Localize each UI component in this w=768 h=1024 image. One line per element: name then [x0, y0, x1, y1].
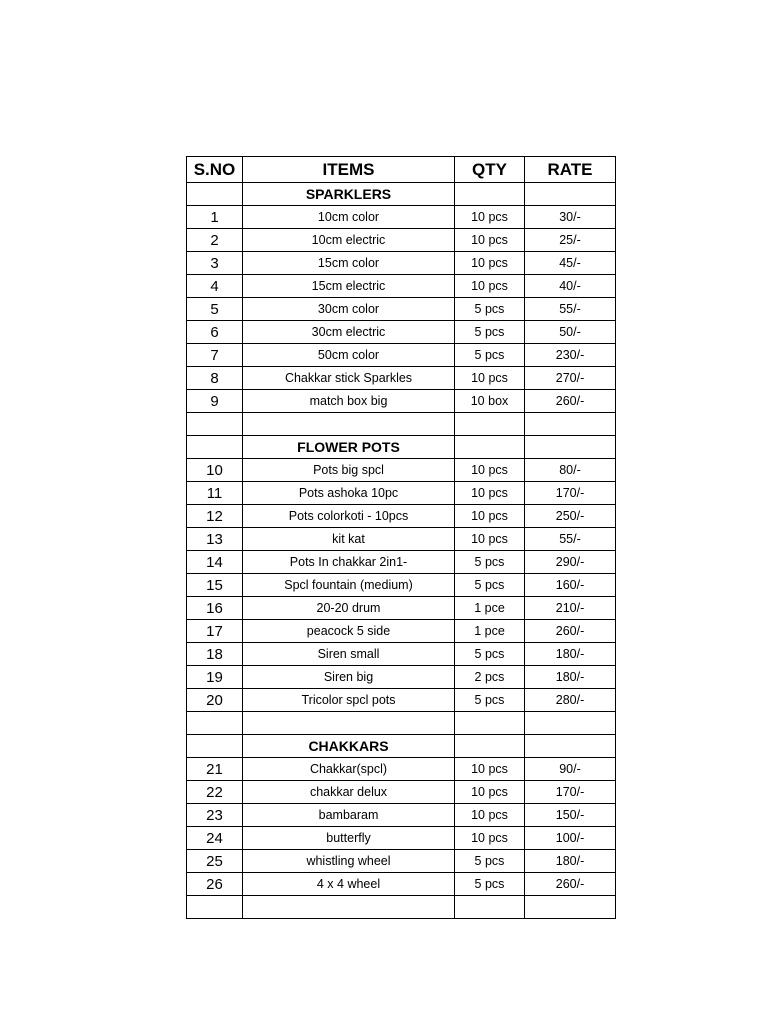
row-sno: 3: [187, 252, 243, 275]
row-qty: 10 pcs: [455, 275, 525, 298]
table-row: [187, 643, 616, 666]
row-rate: 55/-: [525, 298, 616, 321]
row-sno: 17: [187, 620, 243, 643]
row-sno: 9: [187, 390, 243, 413]
price-list-sheet: [186, 156, 615, 919]
blank-cell: [243, 413, 455, 436]
row-item: 4 x 4 wheel: [243, 873, 455, 896]
row-rate: 40/-: [525, 275, 616, 298]
row-qty: 5 pcs: [455, 643, 525, 666]
row-item: 20-20 drum: [243, 597, 455, 620]
blank-cell: [455, 712, 525, 735]
row-sno: 8: [187, 367, 243, 390]
row-item: Tricolor spcl pots: [243, 689, 455, 712]
row-qty: 10 pcs: [455, 827, 525, 850]
blank-cell: [187, 896, 243, 919]
row-sno: 20: [187, 689, 243, 712]
table-row: [187, 298, 616, 321]
row-rate: 290/-: [525, 551, 616, 574]
header-items: ITEMS: [243, 157, 455, 183]
table-row: [187, 873, 616, 896]
row-rate: 45/-: [525, 252, 616, 275]
blank-cell: [187, 712, 243, 735]
header-qty: QTY: [455, 157, 525, 183]
blank-cell: [525, 712, 616, 735]
table-row: [187, 367, 616, 390]
header-row: [187, 157, 616, 183]
row-qty: 5 pcs: [455, 344, 525, 367]
table-row: [187, 505, 616, 528]
table-body: [187, 183, 616, 919]
row-sno: 16: [187, 597, 243, 620]
table-row: [187, 344, 616, 367]
table-row: [187, 781, 616, 804]
row-item: 15cm electric: [243, 275, 455, 298]
row-sno: 18: [187, 643, 243, 666]
row-rate: 180/-: [525, 850, 616, 873]
row-qty: 5 pcs: [455, 298, 525, 321]
row-qty: 10 pcs: [455, 367, 525, 390]
row-sno: 5: [187, 298, 243, 321]
table-row: [187, 666, 616, 689]
table-row: [187, 574, 616, 597]
row-rate: 280/-: [525, 689, 616, 712]
row-sno: 1: [187, 206, 243, 229]
row-item: Chakkar stick Sparkles: [243, 367, 455, 390]
blank-row: [187, 896, 616, 919]
row-rate: 80/-: [525, 459, 616, 482]
row-qty: 10 box: [455, 390, 525, 413]
table-row: [187, 689, 616, 712]
blank-cell: [243, 896, 455, 919]
row-rate: 210/-: [525, 597, 616, 620]
row-qty: 1 pce: [455, 620, 525, 643]
row-sno: 15: [187, 574, 243, 597]
row-item: chakkar delux: [243, 781, 455, 804]
row-qty: 10 pcs: [455, 229, 525, 252]
row-qty: 10 pcs: [455, 804, 525, 827]
row-qty: 10 pcs: [455, 781, 525, 804]
row-rate: 100/-: [525, 827, 616, 850]
row-item: Spcl fountain (medium): [243, 574, 455, 597]
row-sno: 25: [187, 850, 243, 873]
row-rate: 25/-: [525, 229, 616, 252]
row-sno: 24: [187, 827, 243, 850]
table-row: [187, 850, 616, 873]
row-qty: 10 pcs: [455, 528, 525, 551]
blank-cell: [187, 413, 243, 436]
row-rate: 170/-: [525, 482, 616, 505]
section-rate-empty: [525, 735, 616, 758]
header-sno: S.NO: [187, 157, 243, 183]
row-qty: 10 pcs: [455, 758, 525, 781]
section-sno-empty: [187, 183, 243, 206]
blank-cell: [455, 896, 525, 919]
section-header-row: [187, 183, 616, 206]
section-qty-empty: [455, 183, 525, 206]
blank-cell: [525, 413, 616, 436]
section-rate-empty: [525, 436, 616, 459]
table-row: [187, 252, 616, 275]
row-sno: 26: [187, 873, 243, 896]
row-item: butterfly: [243, 827, 455, 850]
row-sno: 23: [187, 804, 243, 827]
row-qty: 5 pcs: [455, 574, 525, 597]
row-item: 30cm electric: [243, 321, 455, 344]
row-item: 50cm color: [243, 344, 455, 367]
row-item: Pots colorkoti - 10pcs: [243, 505, 455, 528]
table-row: [187, 459, 616, 482]
row-rate: 55/-: [525, 528, 616, 551]
row-sno: 11: [187, 482, 243, 505]
section-rate-empty: [525, 183, 616, 206]
row-rate: 180/-: [525, 666, 616, 689]
row-sno: 10: [187, 459, 243, 482]
row-item: Pots big spcl: [243, 459, 455, 482]
row-rate: 260/-: [525, 620, 616, 643]
row-sno: 13: [187, 528, 243, 551]
row-sno: 12: [187, 505, 243, 528]
table-row: [187, 390, 616, 413]
section-header-row: [187, 735, 616, 758]
row-item: kit kat: [243, 528, 455, 551]
section-title: CHAKKARS: [243, 735, 455, 758]
row-qty: 10 pcs: [455, 482, 525, 505]
price-list-table: [186, 156, 616, 919]
row-item: Pots In chakkar 2in1-: [243, 551, 455, 574]
row-rate: 90/-: [525, 758, 616, 781]
row-qty: 5 pcs: [455, 551, 525, 574]
row-qty: 10 pcs: [455, 252, 525, 275]
row-rate: 150/-: [525, 804, 616, 827]
blank-cell: [243, 712, 455, 735]
row-item: 30cm color: [243, 298, 455, 321]
row-qty: 5 pcs: [455, 873, 525, 896]
row-rate: 50/-: [525, 321, 616, 344]
row-rate: 170/-: [525, 781, 616, 804]
row-sno: 21: [187, 758, 243, 781]
table-row: [187, 597, 616, 620]
table-row: [187, 206, 616, 229]
table-row: [187, 528, 616, 551]
table-row: [187, 551, 616, 574]
blank-cell: [455, 413, 525, 436]
header-rate: RATE: [525, 157, 616, 183]
row-item: Pots ashoka 10pc: [243, 482, 455, 505]
row-item: Siren big: [243, 666, 455, 689]
row-qty: 1 pce: [455, 597, 525, 620]
row-item: whistling wheel: [243, 850, 455, 873]
row-item: Chakkar(spcl): [243, 758, 455, 781]
table-row: [187, 275, 616, 298]
row-qty: 5 pcs: [455, 850, 525, 873]
table-row: [187, 482, 616, 505]
row-sno: 14: [187, 551, 243, 574]
row-qty: 10 pcs: [455, 459, 525, 482]
row-sno: 19: [187, 666, 243, 689]
row-item: match box big: [243, 390, 455, 413]
blank-row: [187, 712, 616, 735]
row-sno: 6: [187, 321, 243, 344]
section-sno-empty: [187, 735, 243, 758]
row-qty: 5 pcs: [455, 689, 525, 712]
table-row: [187, 229, 616, 252]
row-rate: 260/-: [525, 390, 616, 413]
section-qty-empty: [455, 436, 525, 459]
section-title: FLOWER POTS: [243, 436, 455, 459]
section-sno-empty: [187, 436, 243, 459]
row-item: 15cm color: [243, 252, 455, 275]
row-rate: 230/-: [525, 344, 616, 367]
row-qty: 5 pcs: [455, 321, 525, 344]
row-item: peacock 5 side: [243, 620, 455, 643]
row-rate: 160/-: [525, 574, 616, 597]
blank-row: [187, 413, 616, 436]
table-row: [187, 620, 616, 643]
table-row: [187, 827, 616, 850]
row-item: 10cm electric: [243, 229, 455, 252]
row-rate: 260/-: [525, 873, 616, 896]
row-rate: 250/-: [525, 505, 616, 528]
row-item: bambaram: [243, 804, 455, 827]
row-sno: 22: [187, 781, 243, 804]
table-row: [187, 804, 616, 827]
table-row: [187, 321, 616, 344]
blank-cell: [525, 896, 616, 919]
section-qty-empty: [455, 735, 525, 758]
table-row: [187, 758, 616, 781]
section-header-row: [187, 436, 616, 459]
row-qty: 2 pcs: [455, 666, 525, 689]
row-item: 10cm color: [243, 206, 455, 229]
row-qty: 10 pcs: [455, 505, 525, 528]
row-sno: 2: [187, 229, 243, 252]
row-rate: 180/-: [525, 643, 616, 666]
row-rate: 30/-: [525, 206, 616, 229]
row-qty: 10 pcs: [455, 206, 525, 229]
row-sno: 7: [187, 344, 243, 367]
row-rate: 270/-: [525, 367, 616, 390]
section-title: SPARKLERS: [243, 183, 455, 206]
row-sno: 4: [187, 275, 243, 298]
row-item: Siren small: [243, 643, 455, 666]
